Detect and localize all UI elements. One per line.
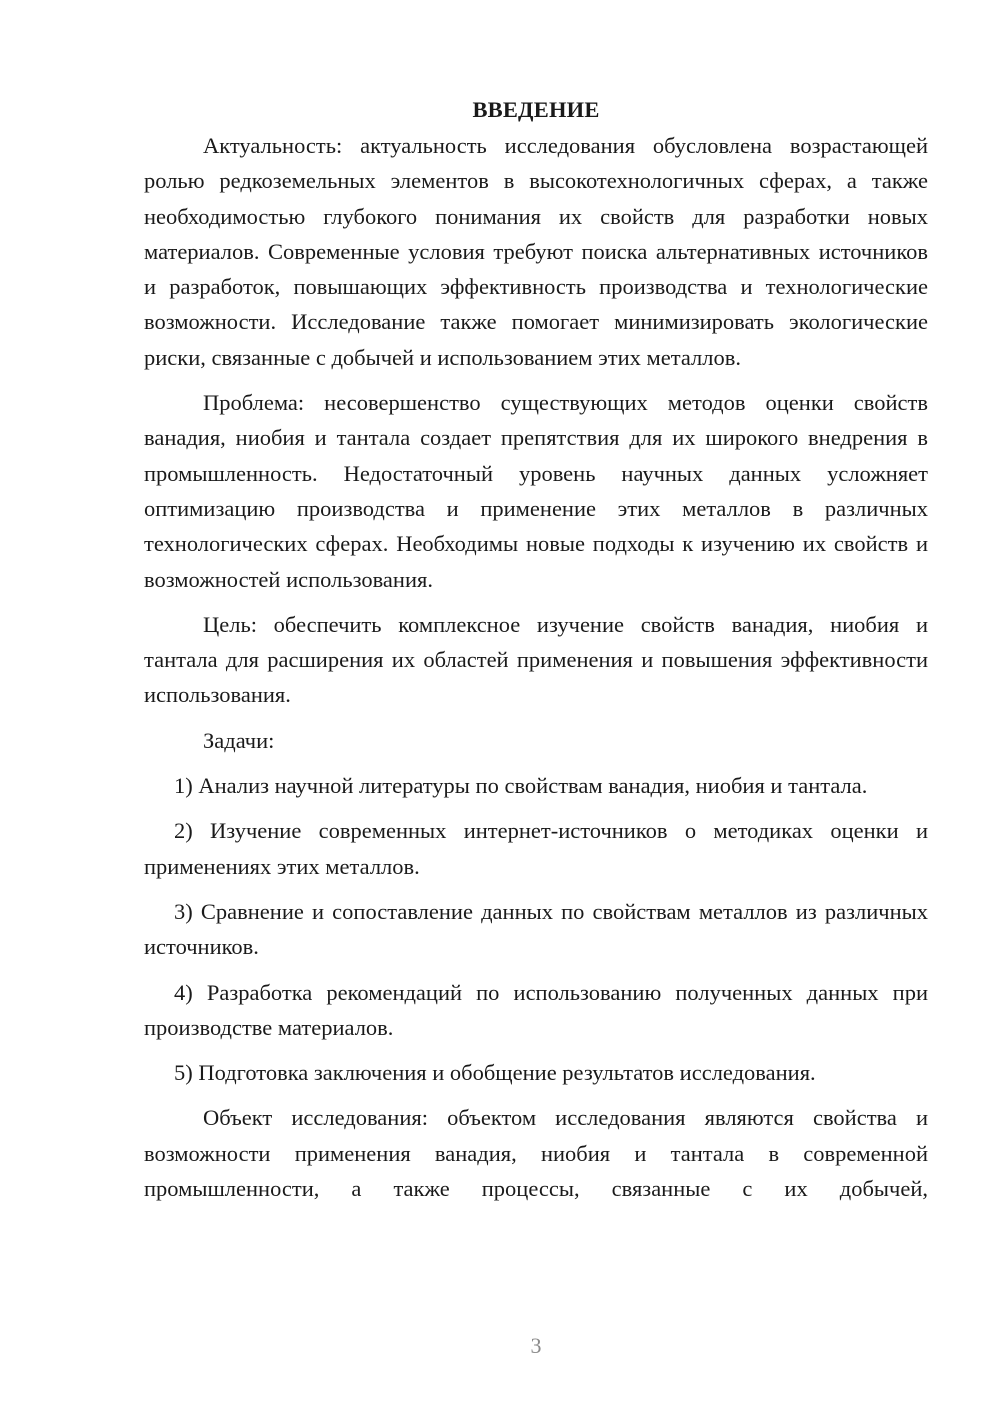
page-number: 3 bbox=[530, 1333, 542, 1358]
task-item-2: 2) Изучение современных интернет-источников о методиках оценки и применениях этих металлов. bbox=[144, 818, 928, 879]
page-title: ВВЕДЕНИЕ bbox=[472, 97, 600, 122]
paragraph-problem: Проблема: несовершенство существующих методов оценки свойств ванадия, ниобия и тантала создает препятствия для их широкого внедрения в промышленность. Недостаточный уровень научных данных усложняет оптимизацию производства и применение этих металлов в различных технологических сферах. Необходимы новые подходы к изучению их свойств и возможностей использования. bbox=[144, 390, 928, 592]
paragraph-object: Объект исследования: объектом исследования являются свойства и возможности применения ванадия, ниобия и тантала в современной промышленности, а также процессы, связанные с их добычей, bbox=[144, 1105, 928, 1202]
task-item-4: 4) Разработка рекомендаций по использованию полученных данных при производстве материалов. bbox=[144, 979, 928, 1040]
task-item-3: 3) Сравнение и сопоставление данных по свойствам металлов из различных источников. bbox=[144, 898, 928, 960]
task-item-5: 5) Подготовка заключения и обобщение результатов исследования. bbox=[174, 1060, 816, 1086]
paragraph-relevance: Актуальность: актуальность исследования обусловлена возрастающей ролью редкоземельных элементов в высокотехнологичных сферах, а также необходимостью глубокого понимания их свойств для разработки новых материалов. Современные условия требуют поиска альтернативных источников и разработок, повышающих эффективность производства и технологические возможности. Исследование также помогает минимизировать экологические риски, связанные с добычей и использованием этих металлов. bbox=[144, 133, 928, 370]
paragraph-goal: Цель: обеспечить комплексное изучение свойств ванадия, ниобия и тантала для расширения их областей применения и повышения эффективности использования. bbox=[144, 611, 928, 708]
task-item-1: 1) Анализ научной литературы по свойствам ванадия, ниобия и тантала. bbox=[174, 773, 868, 799]
page-content bbox=[144, 92, 928, 1216]
tasks-heading: Задачи: bbox=[203, 727, 275, 753]
